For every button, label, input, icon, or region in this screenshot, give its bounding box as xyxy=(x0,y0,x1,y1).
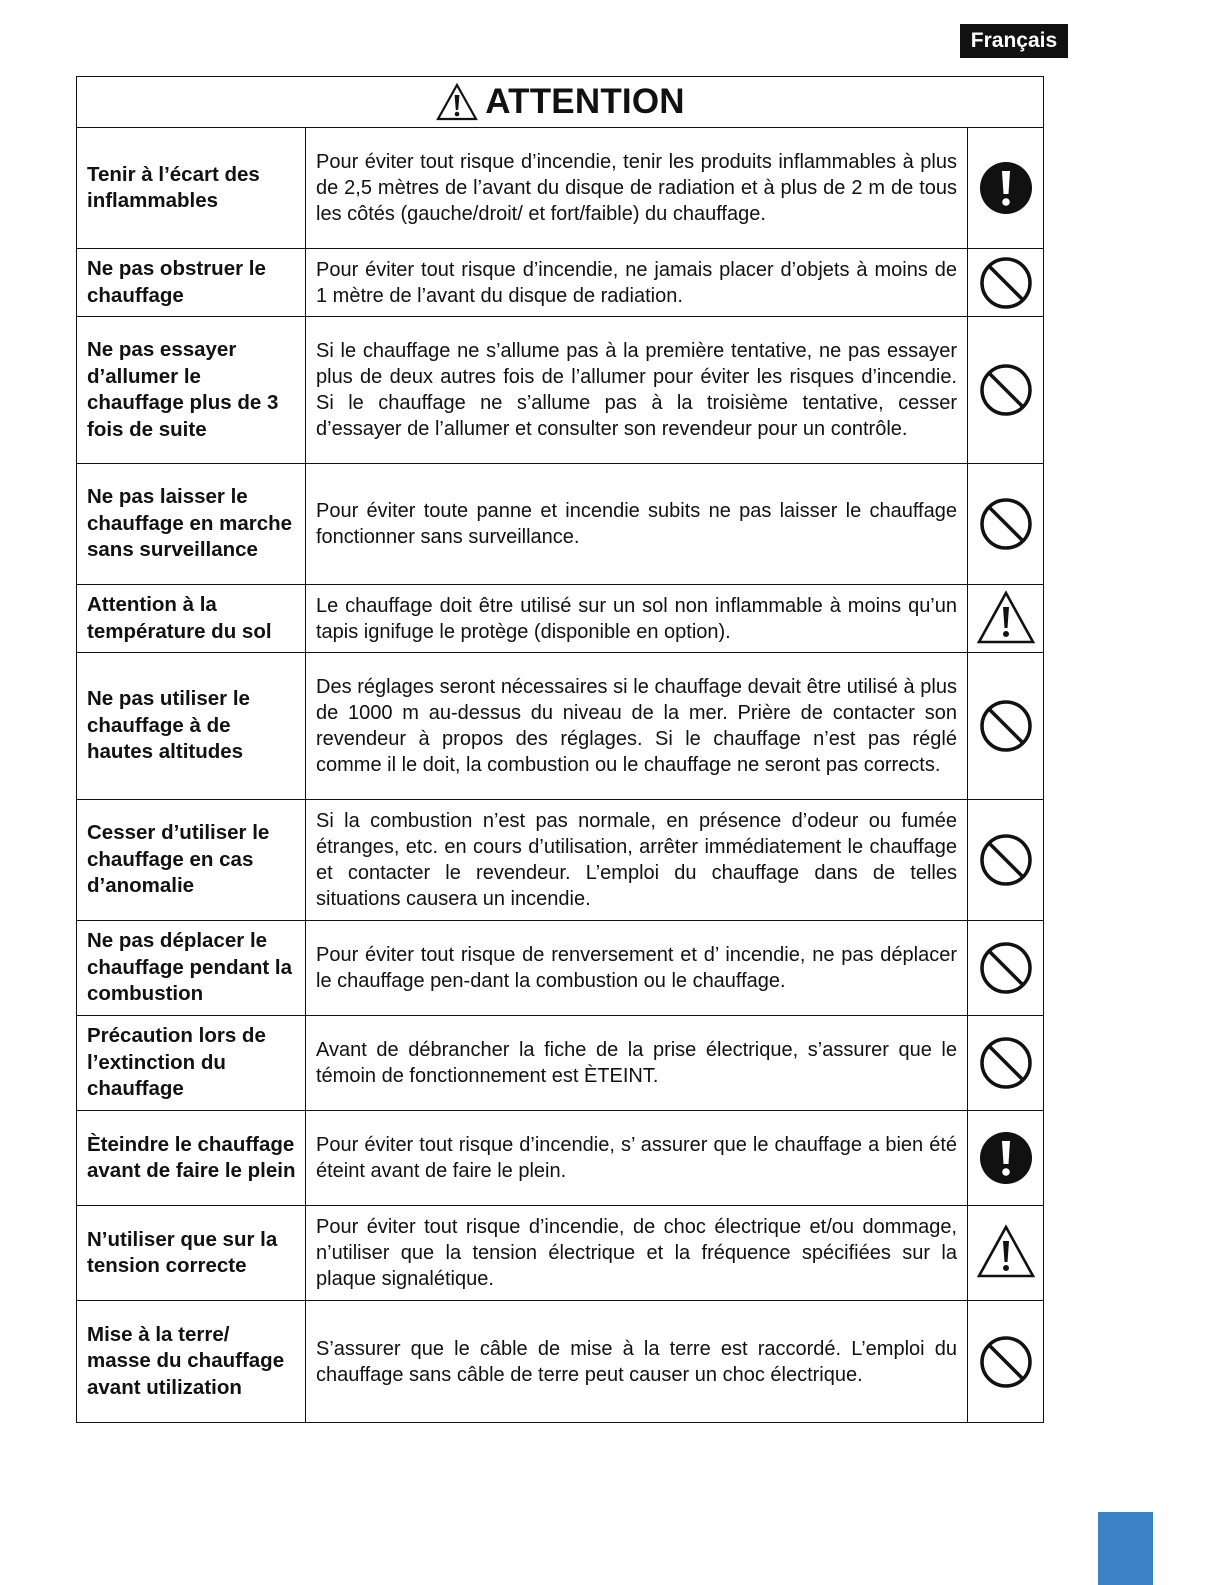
row-label: Ne pas déplacer le chauffage pendant la combustion xyxy=(77,921,306,1015)
prohibition-icon xyxy=(976,696,1036,756)
row-label: N’utiliser que sur la tension correcte xyxy=(77,1206,306,1300)
prohibition-icon xyxy=(976,360,1036,420)
row-label: Cesser d’utiliser le chauffage en cas d’anomalie xyxy=(77,800,306,920)
safety-row xyxy=(77,921,1043,1016)
page-edge-tab xyxy=(1098,1512,1153,1585)
row-text: Pour éviter tout risque d’incendie, de choc électrique et/ou dommage, n’utiliser que la tension électrique et la fréquence spécifiées sur la plaque signalétique. xyxy=(316,1216,957,1290)
attention-table xyxy=(76,76,1044,1423)
row-label: Ne pas essayer d’allumer le chauffage plus de 3 fois de suite xyxy=(77,317,306,463)
row-text: Pour éviter tout risque de renversement et d’ incendie, ne pas déplacer le chauffage pen-dant la combustion ou le chauffage. xyxy=(316,944,957,992)
row-text: Pour éviter toute panne et incendie subits ne pas laisser le chauffage fonctionner sans surveillance. xyxy=(316,500,957,548)
prohibition-icon xyxy=(976,494,1036,554)
row-text: Pour éviter tout risque d’incendie, tenir les produits inflammables à plus de 2,5 mètres de l’avant du disque de radiation et à plus de 2 m de tous les côtés (gauche/droit/ et fort/faible) du chauffage. xyxy=(316,151,957,225)
safety-row xyxy=(77,128,1043,249)
row-label: Tenir à l’écart des inflammables xyxy=(77,128,306,248)
safety-row xyxy=(77,1111,1043,1206)
safety-row xyxy=(77,1301,1043,1422)
row-label: Ne pas utiliser le chauffage à de hautes altitudes xyxy=(77,653,306,799)
attention-header xyxy=(77,77,1043,128)
row-label: Mise à la terre/ masse du chauffage avant utilization xyxy=(77,1301,306,1422)
row-label: Ne pas laisser le chauffage en marche sans surveillance xyxy=(77,464,306,584)
safety-row xyxy=(77,1016,1043,1111)
row-text: Si le chauffage ne s’allume pas à la première tentative, ne pas essayer plus de deux autres fois de l’allumer pour éviter les risques d’incendie. Si le chauffage ne s’allume pas à la troisième tentative, cesser d’essayer de l’allumer et consulter son revendeur pour un contrôle. xyxy=(316,340,957,440)
safety-row xyxy=(77,249,1043,317)
row-text: Le chauffage doit être utilisé sur un sol non inflammable à moins qu’un tapis ignifuge le protège (disponible en option). xyxy=(316,594,957,643)
safety-row xyxy=(77,317,1043,464)
row-text: Si la combustion n’est pas normale, en présence d’odeur ou fumée étranges, etc. en cours d’utilisation, arrêter immédiatement le chauffage et contacter le revendeur. L’emploi du chauffage dans de telles situations causera un incendie. xyxy=(316,810,957,910)
row-text: Des réglages seront nécessaires si le chauffage devait être utilisé à plus de 1000 m au-dessus du niveau de la mer. Prière de contacter son revendeur à propos des réglages. Si le chauffage n’est pas réglé comme il le doit, la combustion ou le chauffage ne seront pas corrects. xyxy=(316,676,957,776)
row-text: S’assurer que le câble de mise à la terre est raccordé. L’emploi du chauffage sans câble de terre peut causer un choc électrique. xyxy=(316,1337,957,1386)
safety-row xyxy=(77,653,1043,800)
mandatory-exclamation-icon xyxy=(976,1128,1036,1188)
warning-triangle-icon xyxy=(435,82,479,122)
prohibition-icon xyxy=(976,1033,1036,1093)
warning-triangle-icon xyxy=(976,1223,1036,1283)
mandatory-exclamation-icon xyxy=(976,158,1036,218)
safety-row xyxy=(77,800,1043,921)
warning-triangle-icon xyxy=(976,589,1036,649)
row-text: Pour éviter tout risque d’incendie, s’ assurer que le chauffage a bien été éteint avant de faire le plein. xyxy=(316,1134,957,1182)
prohibition-icon xyxy=(976,938,1036,998)
row-text: Avant de débrancher la fiche de la prise électrique, s’assurer que le témoin de fonctionnement est ÈTEINT. xyxy=(316,1039,957,1087)
safety-row xyxy=(77,585,1043,653)
attention-title: ATTENTION xyxy=(485,82,685,121)
row-label: Attention à la température du sol xyxy=(77,585,306,652)
safety-row xyxy=(77,464,1043,585)
safety-row xyxy=(77,1206,1043,1301)
row-label: Ne pas obstruer le chauffage xyxy=(77,249,306,316)
language-tag: Français xyxy=(960,24,1068,58)
prohibition-icon xyxy=(976,1332,1036,1392)
row-text: Pour éviter tout risque d’incendie, ne jamais placer d’objets à moins de 1 mètre de l’avant du disque de radiation. xyxy=(316,258,957,307)
row-label: Èteindre le chauffage avant de faire le plein xyxy=(77,1111,306,1205)
prohibition-icon xyxy=(976,830,1036,890)
prohibition-icon xyxy=(976,253,1036,313)
row-label: Précaution lors de l’extinction du chauffage xyxy=(77,1016,306,1110)
